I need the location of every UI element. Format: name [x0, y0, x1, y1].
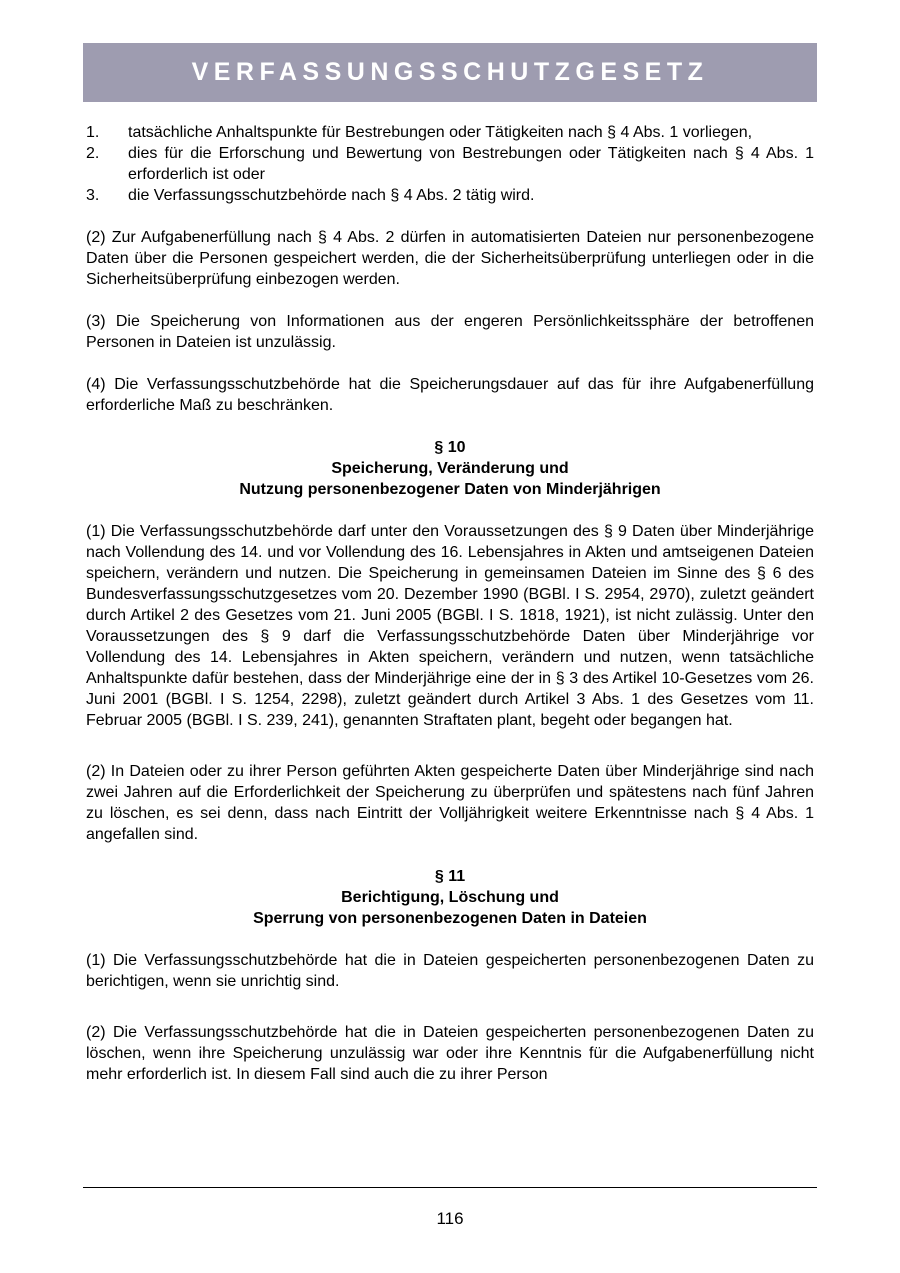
- section-title-line: Nutzung personenbezogener Daten von Minderjährigen: [239, 481, 661, 498]
- list-item: [86, 143, 814, 185]
- paragraph: (2) Zur Aufgabenerfüllung nach § 4 Abs. 2 dürfen in automatisierten Dateien nur personenbezogene Daten über die Personen gespeichert werden, die der Sicherheitsüberprüfung unterliegen oder in die Sicherheitsüberprüfung einbezogen werden.: [86, 229, 814, 288]
- list-text: dies für die Erforschung und Bewertung von Bestrebungen oder Tätigkeiten nach § 4 Abs. 1 erforderlich ist oder: [128, 145, 814, 183]
- list-item: [86, 122, 814, 143]
- paragraph: (2) In Dateien oder zu ihrer Person geführten Akten gespeicherte Daten über Minderjährige sind nach zwei Jahren auf die Erforderlichkeit der Speicherung zu überprüfen und spätestens nach fünf Jahren zu löschen, es sei denn, dass nach Eintritt der Volljährigkeit weitere Erkenntnisse nach § 4 Abs. 1 angefallen sind.: [86, 763, 814, 843]
- footer-divider: [83, 1187, 817, 1188]
- list-number: 1.: [86, 124, 100, 141]
- list-number: 2.: [86, 145, 100, 162]
- section-title-line: Speicherung, Veränderung und: [331, 460, 569, 477]
- header-banner: [83, 43, 817, 102]
- paragraph: (2) Die Verfassungsschutzbehörde hat die in Dateien gespeicherten personenbezogenen Daten zu löschen, wenn ihre Speicherung unzulässig war oder ihre Kenntnis für die Aufgabenerfüllung nicht mehr erforderlich ist. In diesem Fall sind auch die zu ihrer Person: [86, 1024, 814, 1083]
- list-item: [86, 185, 814, 206]
- section-heading-10: [86, 437, 814, 500]
- section-heading-11: [86, 866, 814, 929]
- paragraph: (4) Die Verfassungsschutzbehörde hat die Speicherungsdauer auf das für ihre Aufgabenerfüllung erforderliche Maß zu beschränken.: [86, 376, 814, 414]
- paragraph: (3) Die Speicherung von Informationen aus der engeren Persönlichkeitssphäre der betroffenen Personen in Dateien ist unzulässig.: [86, 313, 814, 351]
- list-text: die Verfassungsschutzbehörde nach § 4 Abs. 2 tätig wird.: [128, 187, 535, 204]
- document-title: VERFASSUNGSSCHUTZGESETZ: [191, 58, 709, 86]
- section-title-line: Berichtigung, Löschung und: [341, 889, 559, 906]
- section-number: § 10: [434, 439, 466, 456]
- page-content: [86, 122, 814, 1085]
- numbered-list: [86, 122, 814, 206]
- list-number: 3.: [86, 187, 100, 204]
- section-title-line: Sperrung von personenbezogenen Daten in Dateien: [253, 910, 647, 927]
- paragraph: (1) Die Verfassungsschutzbehörde hat die in Dateien gespeicherten personenbezogenen Daten zu berichtigen, wenn sie unrichtig sind.: [86, 952, 814, 990]
- section-number: § 11: [434, 868, 466, 885]
- list-text: tatsächliche Anhaltspunkte für Bestrebungen oder Tätigkeiten nach § 4 Abs. 1 vorliegen,: [128, 124, 753, 141]
- paragraph: (1) Die Verfassungsschutzbehörde darf unter den Voraussetzungen des § 9 Daten über Minderjährige nach Vollendung des 14. und vor Vollendung des 16. Lebensjahres in Akten und amtseigenen Dateien speichern, verändern und nutzen. Die Speicherung in gemeinsamen Dateien im Sinne des § 6 des Bundesverfassungsschutzgesetzes vom 20. Dezember 1990 (BGBl. I S. 2954, 2970), zuletzt geändert durch Artikel 2 des Gesetzes vom 21. Juni 2005 (BGBl. I S. 1818, 1921), ist nicht zulässig. Unter den Voraussetzungen des § 9 darf die Verfassungsschutzbehörde Daten über Minderjährige vor Vollendung des 14. Lebensjahres in Akten speichern, verändern und nutzen, wenn tatsächliche Anhaltspunkte dafür bestehen, dass der Minderjährige eine der in § 3 des Artikel 10-Gesetzes vom 26. Juni 2001 (BGBl. I S. 1254, 2298), zuletzt geändert durch Artikel 3 Abs. 1 des Gesetzes vom 11. Februar 2005 (BGBl. I S. 239, 241), genannten Straftaten plant, begeht oder begangen hat.: [86, 523, 814, 729]
- page-number: 116: [436, 1209, 464, 1228]
